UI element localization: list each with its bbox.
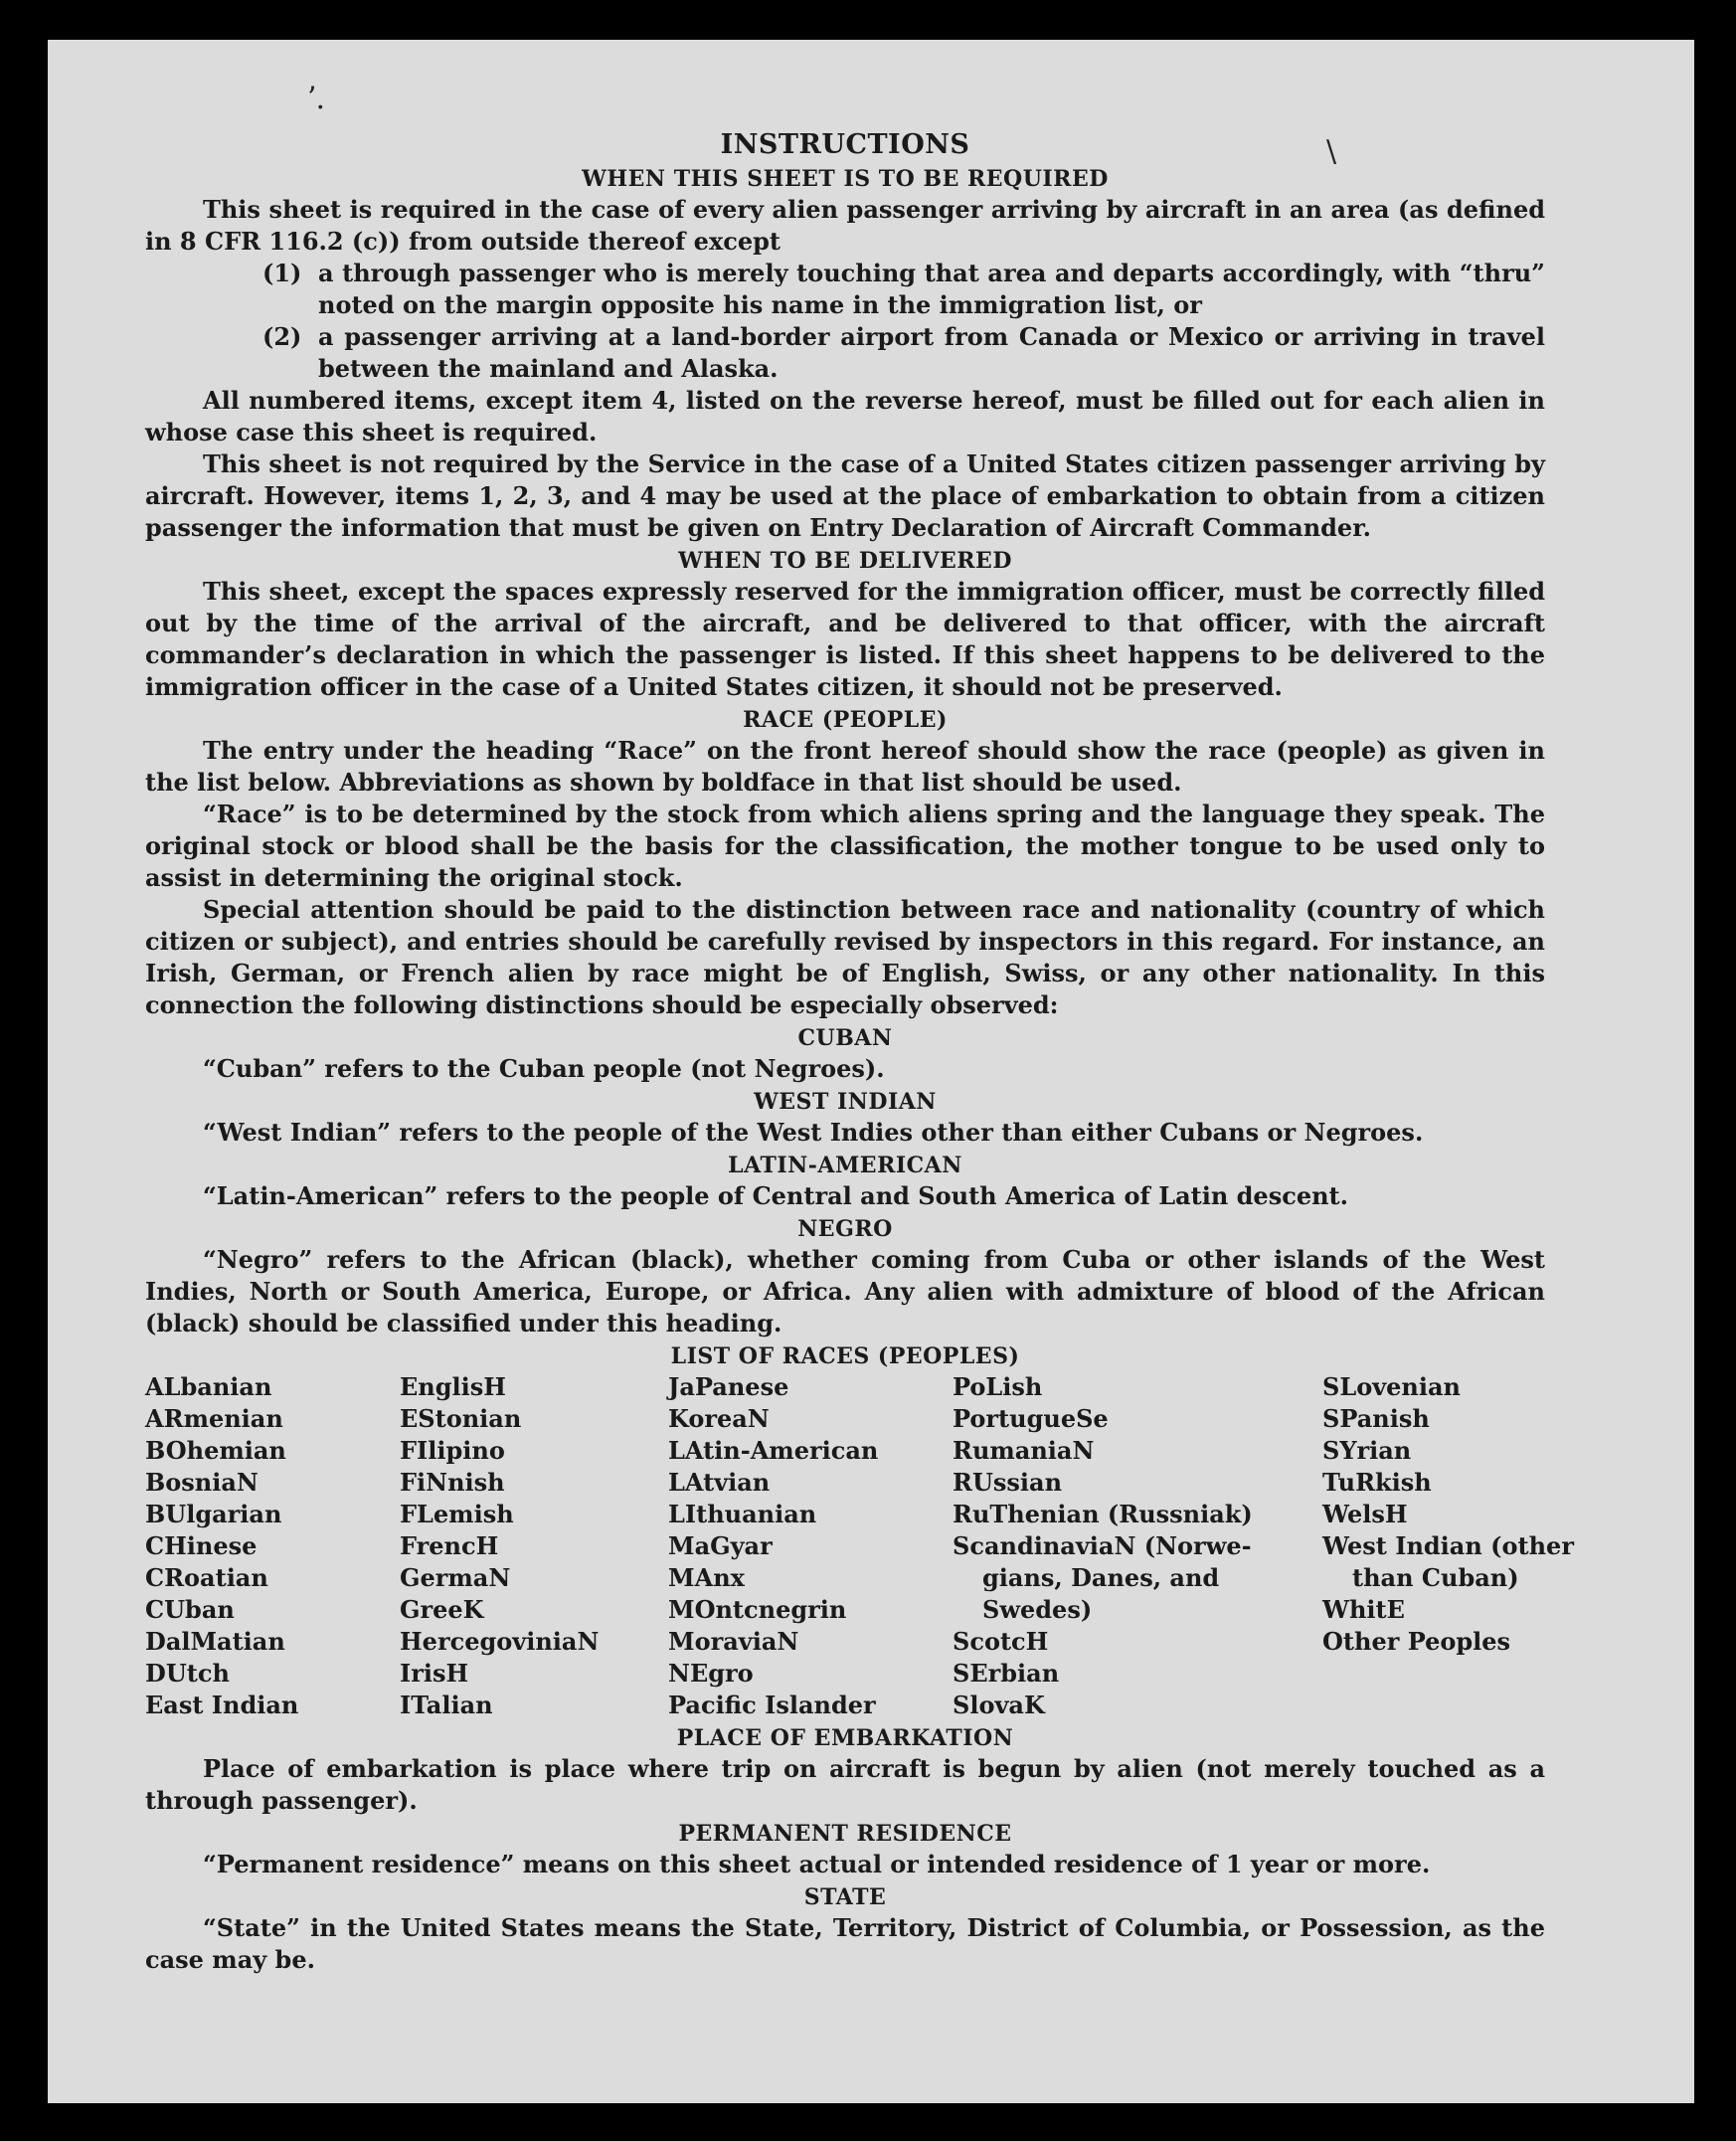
races-column-4 (953, 1371, 1322, 1721)
item-text: a passenger arriving at a land-border airport from Canada or Mexico or arriving in travel between the mainland and Alaska. (318, 322, 1545, 383)
paragraph: “Negro” refers to the African (black), whether coming from Cuba or other islands of the West Indies, North or South America, Europe, or Africa. Any alien with admixture of blood of the African (black) should be classified under this heading. (145, 1245, 1545, 1338)
race-entry: BUlgarian (145, 1500, 282, 1528)
races-column-5 (1322, 1371, 1591, 1721)
race-entry: Swedes) (982, 1595, 1093, 1624)
race-entry: RUssian (953, 1468, 1063, 1497)
heading-latin-american: LATIN-AMERICAN (728, 1153, 962, 1178)
race-entry: WelsH (1322, 1500, 1408, 1528)
heading-list-of-races: LIST OF RACES (PEOPLES) (670, 1343, 1020, 1369)
race-entry: SYrian (1322, 1436, 1412, 1465)
paragraph: “West Indian” refers to the people of the West Indies other than either Cubans or Negroes. (203, 1118, 1424, 1147)
item-number: (1) (262, 259, 302, 287)
paragraph: “Latin-American” refers to the people of Central and South America of Latin descent. (203, 1181, 1348, 1210)
race-entry: IrisH (400, 1659, 469, 1688)
races-list (145, 1371, 1574, 1721)
heading-state: STATE (803, 1884, 887, 1910)
race-entry: than Cuban) (1352, 1563, 1519, 1592)
page-title: INSTRUCTIONS (720, 129, 970, 160)
paragraph: Place of embarkation is place where trip on aircraft is begun by alien (not merely touched as a through passenger). (145, 1754, 1545, 1815)
race-entry: FIlipino (400, 1436, 505, 1465)
item-number: (2) (262, 322, 302, 351)
race-entry: WhitE (1322, 1595, 1405, 1624)
race-entry: PoLish (953, 1372, 1043, 1401)
paragraph: “State” in the United States means the State, Territory, District of Columbia, or Possession, as the case may be. (145, 1913, 1545, 1974)
race-entry: Other Peoples (1322, 1627, 1511, 1656)
race-entry: FrencH (400, 1531, 499, 1560)
race-entry: MaGyar (668, 1531, 773, 1560)
paragraph: All numbered items, except item 4, listed on the reverse hereof, must be filled out for each alien in whose case this sheet is required. (145, 386, 1545, 446)
race-entry: ARmenian (145, 1404, 283, 1433)
race-entry: MAnx (668, 1563, 745, 1592)
item-text: a through passenger who is merely touching that area and departs accordingly, with “thru” noted on the margin opposite his name in the immigration list, or (318, 259, 1545, 319)
race-entry: ScandinaviaN (Norwe- (953, 1531, 1252, 1560)
race-entry: DUtch (145, 1659, 230, 1688)
race-entry: SPanish (1322, 1404, 1430, 1433)
numbered-item (262, 321, 1545, 385)
heading-cuban: CUBAN (797, 1025, 893, 1051)
race-entry: LAtin-American (668, 1436, 879, 1465)
race-entry: SlovaK (953, 1691, 1045, 1719)
race-entry: NEgro (668, 1659, 754, 1688)
races-column-1 (145, 1371, 400, 1721)
heading-delivered: WHEN TO BE DELIVERED (678, 548, 1012, 574)
heading-negro: NEGRO (797, 1216, 893, 1242)
paragraph: “Race” is to be determined by the stock from which aliens spring and the language they speak. The original stock or blood shall be the basis for the classification, the mother tongue to be used only to assist in determining the original stock. (145, 800, 1545, 892)
race-entry: JaPanese (668, 1372, 789, 1401)
document-page (48, 40, 1694, 2103)
paragraph: This sheet is not required by the Service in the case of a United States citizen passenger arriving by aircraft. However, items 1, 2, 3, and 4 may be used at the place of embarkation to obtain from a citizen passenger the information that must be given on Entry Declaration of Aircraft Commander. (145, 449, 1545, 542)
race-entry: West Indian (other (1322, 1531, 1574, 1560)
race-entry: RuThenian (Russniak) (953, 1500, 1253, 1528)
race-entry: East Indian (145, 1691, 299, 1719)
race-entry: ScotcH (953, 1627, 1049, 1656)
heading-embarkation: PLACE OF EMBARKATION (676, 1725, 1014, 1751)
stray-mark: \ (1326, 134, 1337, 169)
race-entry: CUban (145, 1595, 235, 1624)
stray-mark: ʼ. (306, 82, 326, 116)
race-entry: ALbanian (145, 1372, 272, 1401)
paragraph: This sheet is required in the case of every alien passenger arriving by aircraft in an area (as defined in 8 CFR 116.2 (c)) from outside thereof except (145, 195, 1545, 256)
race-entry: GreeK (400, 1595, 484, 1624)
race-entry: SErbian (953, 1659, 1060, 1688)
race-entry: MOntcnegrin (668, 1595, 847, 1624)
race-entry: gians, Danes, and (982, 1563, 1220, 1592)
paragraph: This sheet, except the spaces expressly reserved for the immigration officer, must be correctly filled out by the time of the arrival of the aircraft, and be delivered to that officer, with the aircraft commander’s declaration in which the passenger is listed. If this sheet happens to be delivered to the immigration officer in the case of a United States citizen, it should not be preserved. (145, 577, 1545, 701)
numbered-item (262, 258, 1545, 321)
race-entry: LIthuanian (668, 1500, 817, 1528)
race-entry: BOhemian (145, 1436, 286, 1465)
race-entry: PortugueSe (953, 1404, 1109, 1433)
paragraph: The entry under the heading “Race” on the front hereof should show the race (people) as given in the list below. Abbreviations as shown by boldface in that list should be used. (145, 736, 1545, 797)
heading-required: WHEN THIS SHEET IS TO BE REQUIRED (582, 166, 1109, 192)
race-entry: RumaniaN (953, 1436, 1095, 1465)
paragraph: “Permanent residence” means on this sheet actual or intended residence of 1 year or more. (203, 1850, 1431, 1878)
races-column-3 (668, 1371, 953, 1721)
race-entry: CRoatian (145, 1563, 268, 1592)
race-entry: FiNnish (400, 1468, 505, 1497)
races-column-2 (400, 1371, 668, 1721)
race-entry: CHinese (145, 1531, 258, 1560)
race-entry: KoreaN (668, 1404, 770, 1433)
race-entry: DalMatian (145, 1627, 285, 1656)
heading-race: RACE (PEOPLE) (743, 707, 948, 733)
race-entry: MoraviaN (668, 1627, 799, 1656)
race-entry: HercegoviniaN (400, 1627, 600, 1656)
race-entry: TuRkish (1322, 1468, 1432, 1497)
race-entry: EnglisH (400, 1372, 506, 1401)
heading-west-indian: WEST INDIAN (754, 1089, 937, 1115)
paragraph: Special attention should be paid to the distinction between race and nationality (country of which citizen or subject), and entries should be carefully revised by inspectors in this regard. For instance, an Irish, German, or French alien by race might be of English, Swiss, or any other nationality. In this connection the following distinctions should be especially observed: (145, 895, 1545, 1019)
paragraph: “Cuban” refers to the Cuban people (not Negroes). (203, 1054, 885, 1083)
race-entry: BosniaN (145, 1468, 259, 1497)
race-entry: GermaN (400, 1563, 511, 1592)
race-entry: Pacific Islander (668, 1691, 876, 1719)
race-entry: SLovenian (1322, 1372, 1461, 1401)
race-entry: FLemish (400, 1500, 514, 1528)
race-entry: LAtvian (668, 1468, 771, 1497)
race-entry: EStonian (400, 1404, 522, 1433)
heading-permanent-residence: PERMANENT RESIDENCE (678, 1821, 1012, 1847)
race-entry: ITalian (400, 1691, 493, 1719)
